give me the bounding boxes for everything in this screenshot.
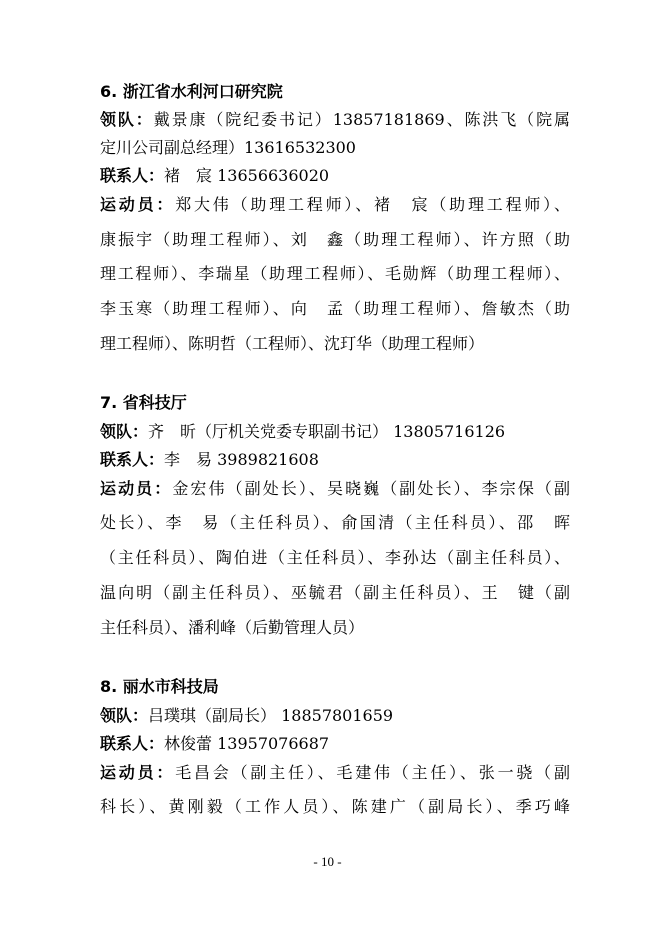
section-7-athletes-line-1	[100, 479, 570, 499]
page-number: - 10 -	[313, 854, 342, 869]
section-6-athletes-line-1	[100, 195, 570, 215]
contact-label: 联系人：	[100, 734, 165, 753]
contact-label: 联系人：	[100, 450, 165, 469]
section-8-heading: 8. 丽水市科技局	[100, 677, 219, 696]
athletes-label: 运动员：	[100, 763, 176, 782]
leader-label: 领队：	[100, 422, 149, 441]
section-6-athletes-line-2: 康振宇（助理工程师）、刘 鑫（助理工程师）、许方照（助	[100, 230, 570, 249]
section-6-leader-line-2: 定川公司副总经理）13616532300	[100, 138, 356, 157]
section-6-leader-line-1	[100, 110, 570, 130]
section-6-heading: 6. 浙江省水利河口研究院	[100, 82, 283, 101]
leader-text: 吕璞琪（副局长） 18857801659	[148, 706, 394, 725]
contact-text: 褚 宸 13656636020	[164, 166, 330, 185]
section-7-athletes-line-5: 主任科员）、潘利峰（后勤管理人员）	[100, 618, 365, 637]
leader-text: 戴景康（院纪委书记）13857181869、陈洪飞（院属	[153, 110, 570, 129]
section-6-athletes-line-4: 李玉寒（助理工程师）、向 孟（助理工程师）、詹敏杰（助	[100, 299, 570, 318]
leader-text: 齐 昕（厅机关党委专职副书记） 13805716126	[148, 422, 506, 441]
athletes-text: 毛昌会（副主任）、毛建伟（主任）、张一骁（副	[175, 763, 570, 782]
section-7-athletes-line-4: 温向明（副主任科员）、巫毓君（副主任科员）、王 键（副	[100, 583, 570, 602]
section-7-athletes-line-2: 处长）、李 易（主任科员）、俞国清（主任科员）、邵 晖	[100, 513, 570, 532]
athletes-text: 郑大伟（助理工程师）、褚 宸（助理工程师）、	[175, 195, 570, 214]
section-8-athletes-line-2: 科长）、黄刚毅（工作人员）、陈建广（副局长）、季巧峰	[100, 797, 570, 816]
section-6-athletes-line-5: 理工程师）、陈明哲（工程师）、沈玎华（助理工程师）	[100, 334, 485, 353]
section-7-contact	[100, 450, 570, 470]
leader-label: 领队：	[100, 110, 154, 129]
section-7-heading: 7. 省科技厅	[100, 393, 187, 412]
section-6-contact	[100, 166, 570, 186]
section-6-athletes-line-3: 理工程师）、李瑞星（助理工程师）、毛勋辉（助理工程师）、	[100, 264, 570, 283]
athletes-label: 运动员：	[100, 195, 176, 214]
section-8-athletes-line-1	[100, 763, 570, 783]
section-7-athletes-line-3: （主任科员）、陶伯进（主任科员）、李孙达（副主任科员）、	[100, 548, 570, 567]
contact-text: 李 易 3989821608	[164, 450, 319, 469]
contact-text: 林俊蕾 13957076687	[164, 734, 330, 753]
leader-label: 领队：	[100, 706, 149, 725]
section-8-leader	[100, 706, 570, 726]
section-7-leader	[100, 422, 570, 442]
athletes-label: 运动员：	[100, 479, 173, 498]
athletes-text: 金宏伟（副处长）、吴晓巍（副处长）、李宗保（副	[172, 479, 570, 498]
section-8-contact	[100, 734, 570, 754]
contact-label: 联系人：	[100, 166, 165, 185]
